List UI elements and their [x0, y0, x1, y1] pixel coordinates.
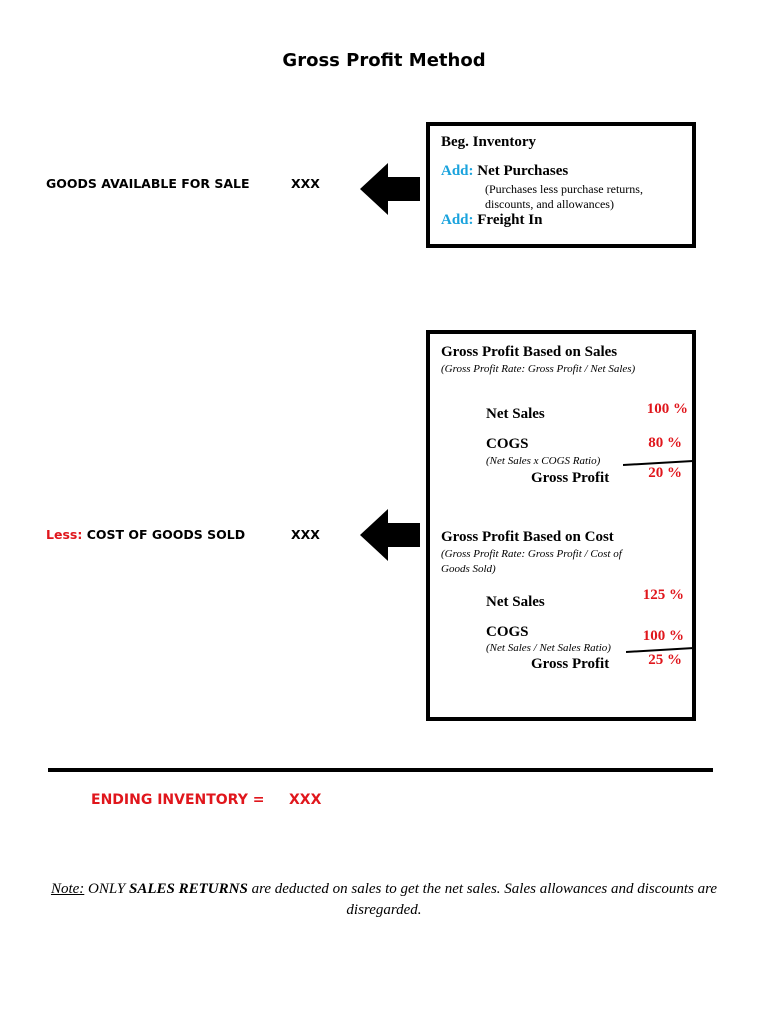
note-text-1: ONLY [84, 881, 130, 897]
goods-available-breakdown-box [426, 122, 696, 248]
cost-cogs-value: 100 % [642, 628, 684, 644]
beg-inventory-label: Beg. Inventory [441, 134, 536, 150]
footnote [30, 879, 738, 921]
sales-net-sales-value: 100 % [646, 401, 688, 417]
cogs-breakdown-box [426, 330, 696, 721]
gp-cost-rate-note: (Gross Profit Rate: Gross Profit / Cost of Goods Sold) [441, 548, 622, 575]
less-prefix: Less: [46, 527, 83, 542]
net-purchases-label: Net Purchases [477, 163, 569, 179]
goods-available-value: XXX [291, 176, 320, 191]
cost-gross-profit-label: Gross Profit [531, 656, 610, 672]
ending-inventory-value: XXX [289, 792, 322, 808]
gp-sales-rate-note: (Gross Profit Rate: Gross Profit / Net Sales) [441, 363, 636, 375]
left-arrow-icon [360, 509, 420, 561]
cost-cogs-label: COGS [486, 624, 529, 640]
page-title: Gross Profit Method [282, 50, 486, 71]
add-prefix: Add: [441, 212, 474, 228]
note-prefix: Note: [50, 881, 85, 897]
net-purchases-note: (Purchases less purchase returns, discounts, and allowances) [485, 182, 643, 211]
net-purchases-row [441, 163, 568, 180]
cost-net-sales-value: 125 % [642, 587, 684, 603]
note-emphasis: SALES RETURNS [129, 881, 248, 897]
cogs-label: COST OF GOODS SOLD [86, 527, 246, 542]
add-prefix: Add: [441, 163, 474, 179]
note-text-3: disregarded. [346, 902, 422, 918]
note-text-2: are deducted on sales to get the net sales. Sales allowances and discounts are [247, 881, 718, 897]
cost-cogs-note: (Net Sales / Net Sales Ratio) [486, 642, 611, 654]
goods-available-label: GOODS AVAILABLE FOR SALE [46, 176, 250, 191]
cogs-value: XXX [291, 527, 320, 542]
cogs-row [46, 527, 245, 542]
sales-cogs-value: 80 % [648, 435, 682, 451]
ending-inventory-label: ENDING INVENTORY = [91, 792, 265, 808]
sales-cogs-note: (Net Sales x COGS Ratio) [486, 455, 601, 467]
total-divider [48, 768, 713, 772]
gp-based-on-sales-heading: Gross Profit Based on Sales [441, 344, 618, 360]
cost-net-sales-label: Net Sales [486, 594, 545, 610]
gp-based-on-cost-heading: Gross Profit Based on Cost [441, 529, 614, 545]
freight-in-row [441, 212, 542, 229]
sales-cogs-label: COGS [486, 436, 529, 452]
cost-gross-profit-value: 25 % [648, 652, 682, 668]
left-arrow-icon [360, 163, 420, 215]
sales-gross-profit-value: 20 % [648, 465, 682, 481]
freight-in-label: Freight In [477, 212, 543, 228]
sales-gross-profit-label: Gross Profit [531, 470, 610, 486]
sales-net-sales-label: Net Sales [486, 406, 545, 422]
